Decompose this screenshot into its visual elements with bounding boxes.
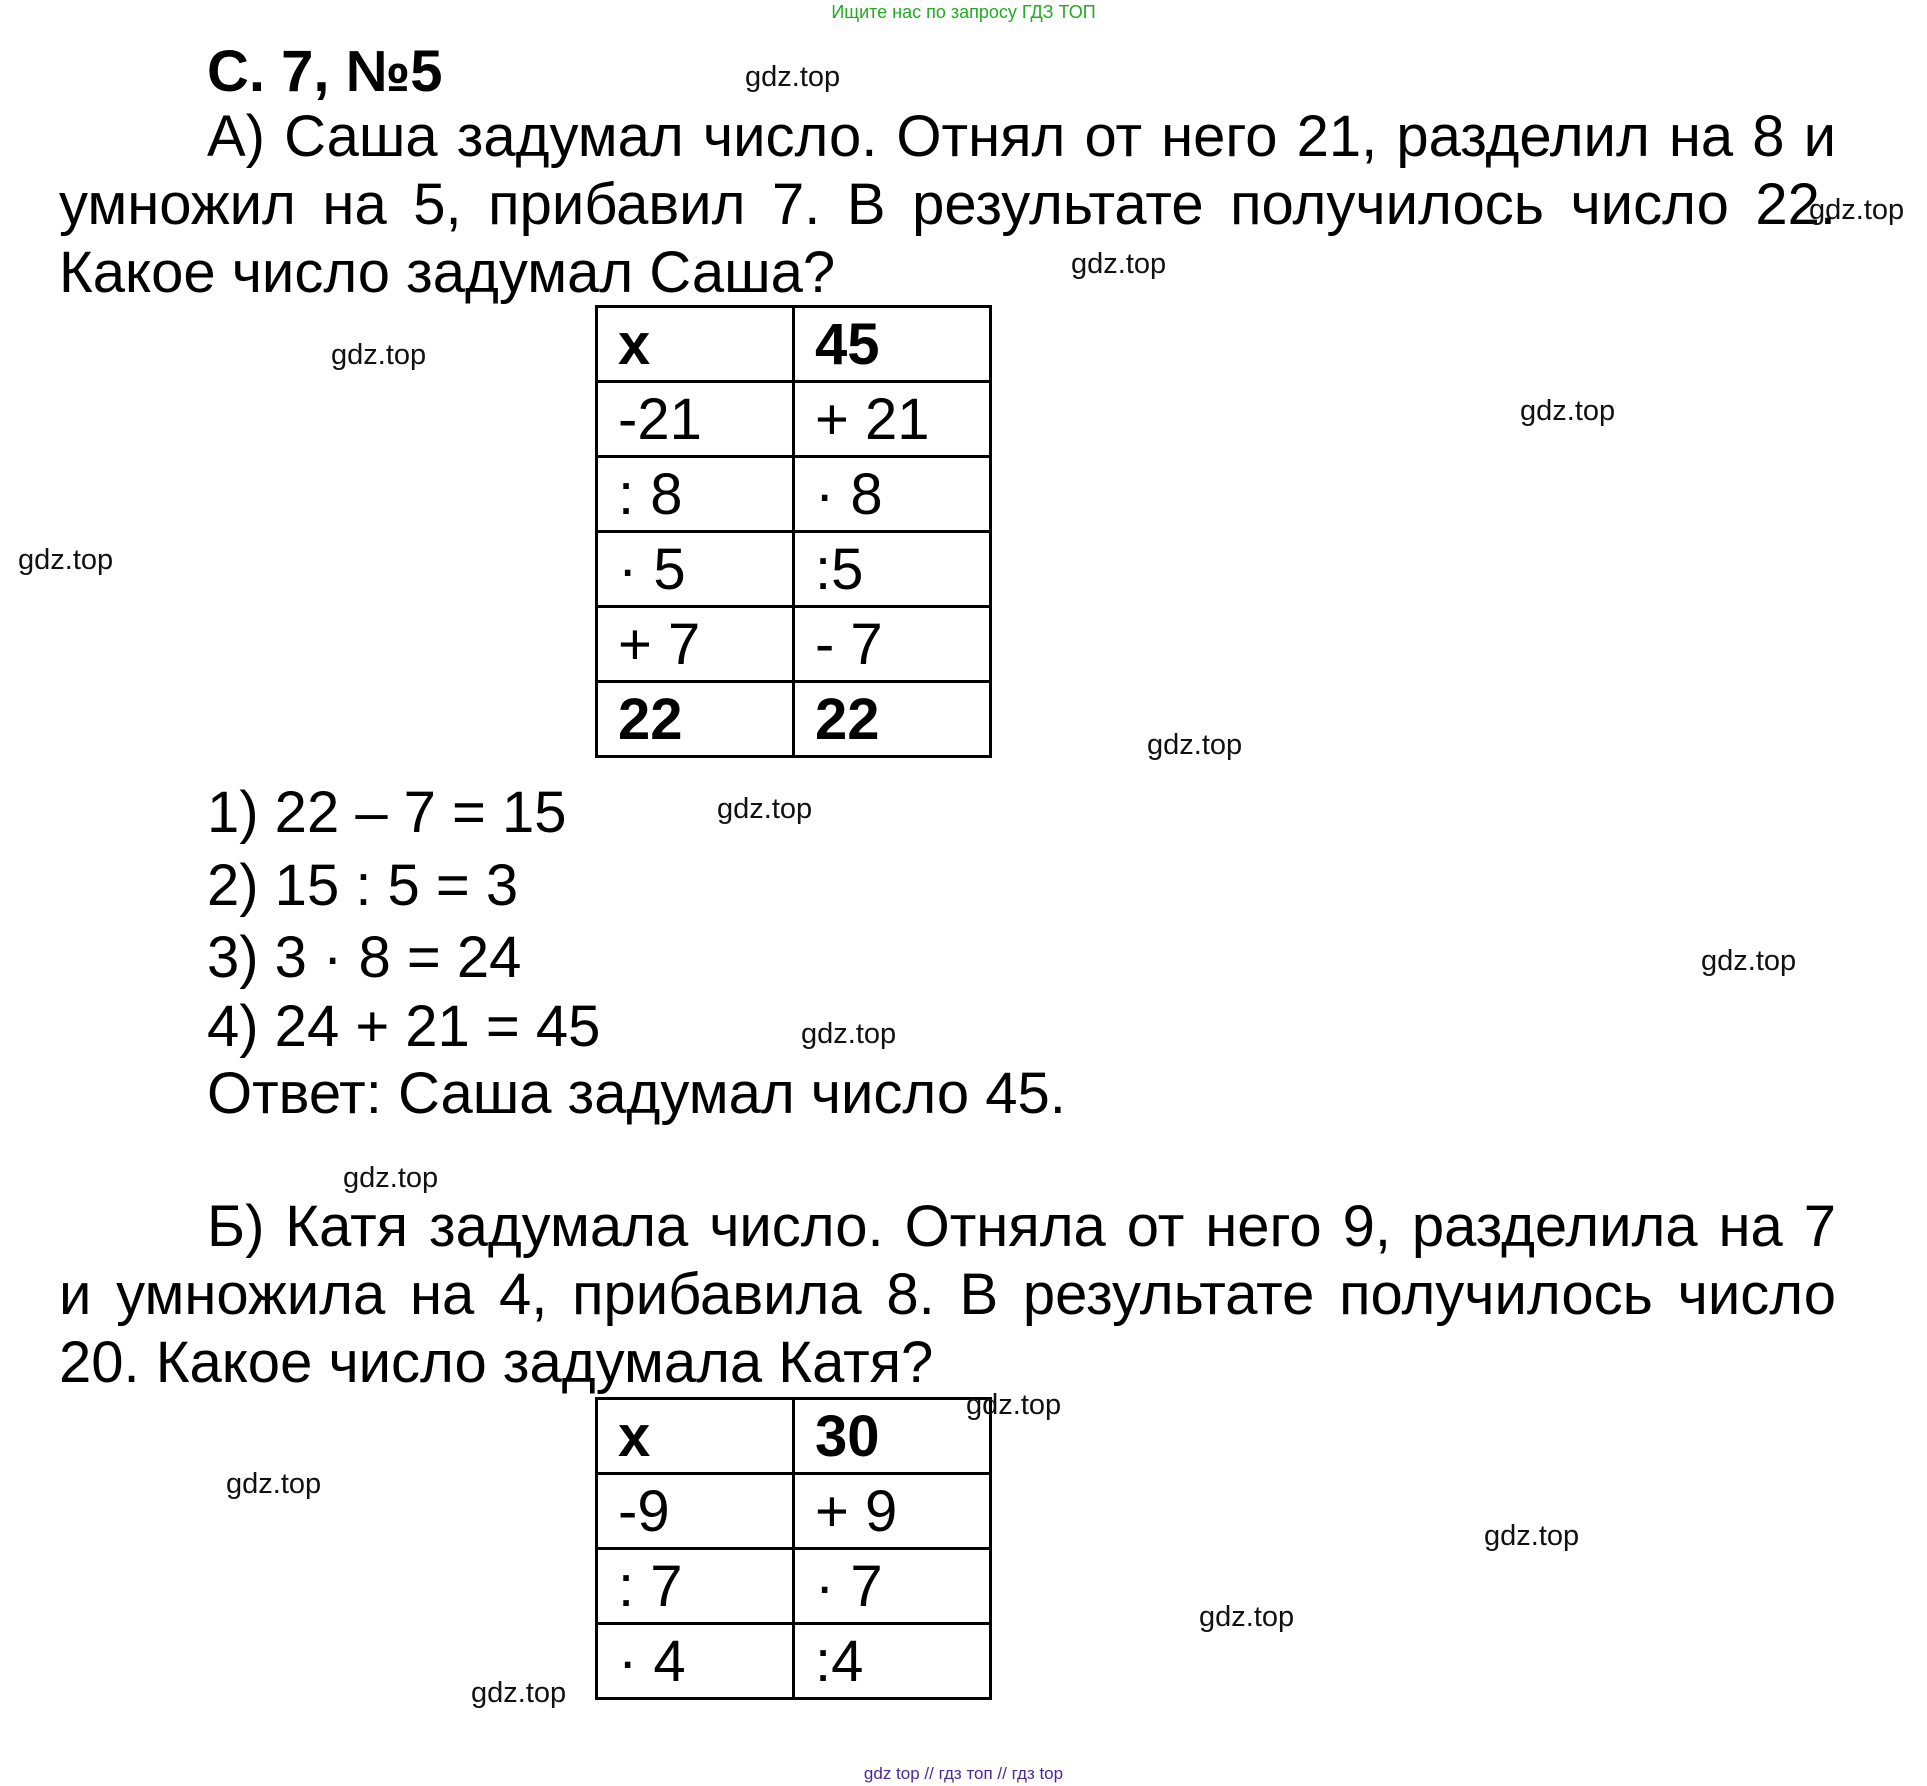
table-row <box>597 607 991 682</box>
table-cell: x <box>597 307 794 382</box>
watermark: gdz.top <box>331 339 427 371</box>
table-cell: : 7 <box>597 1549 794 1624</box>
table-cell: :4 <box>794 1624 991 1699</box>
table-row <box>597 382 991 457</box>
table-a <box>595 305 992 758</box>
table-cell: 45 <box>794 307 991 382</box>
table-b <box>595 1397 992 1700</box>
table-cell: 22 <box>794 682 991 757</box>
solution-step: 1) 22 – 7 = 15 <box>207 780 567 845</box>
answer-a: Ответ: Саша задумал число 45. <box>207 1061 1066 1126</box>
watermark: gdz.top <box>343 1162 439 1194</box>
task-a-text: А) Саша задумал число. Отнял от него 21, разделил на 8 и умножил на 5, прибавил 7. В результате получилось число 22. Какое число задумал Саша? <box>59 104 1836 305</box>
table-cell: :5 <box>794 532 991 607</box>
table-cell: + 7 <box>597 607 794 682</box>
solution-step: 2) 15 : 5 = 3 <box>207 853 519 918</box>
table-row <box>597 457 991 532</box>
table-row <box>597 307 991 382</box>
table-cell: 22 <box>597 682 794 757</box>
task-b-text: Б) Катя задумала число. Отняла от него 9, разделила на 7 и умножила на 4, прибавила 8. В результате получилось число 20. Какое число задумала Катя? <box>59 1194 1836 1395</box>
footer-links[interactable]: gdz top // гдз топ // гдз top <box>863 1764 1064 1783</box>
watermark: gdz.top <box>471 1677 567 1709</box>
table-row <box>597 1474 991 1549</box>
table-row <box>597 682 991 757</box>
table-cell: 30 <box>794 1399 991 1474</box>
watermark: gdz.top <box>717 793 813 825</box>
watermark: gdz.top <box>1701 945 1797 977</box>
watermark: gdz.top <box>226 1468 322 1500</box>
table-row <box>597 532 991 607</box>
table-cell: + 21 <box>794 382 991 457</box>
top-banner[interactable]: Ищите нас по запросу ГДЗ ТОП <box>831 2 1096 22</box>
watermark: gdz.top <box>1809 194 1905 226</box>
watermark: gdz.top <box>1199 1601 1295 1633</box>
exercise-title: С. 7, №5 <box>207 39 443 104</box>
solution-step: 3) 3 · 8 = 24 <box>207 925 522 990</box>
table-cell: · 5 <box>597 532 794 607</box>
table-cell: x <box>597 1399 794 1474</box>
watermark: gdz.top <box>18 544 114 576</box>
solution-step: 4) 24 + 21 = 45 <box>207 994 601 1059</box>
watermark: gdz.top <box>745 61 841 93</box>
watermark: gdz.top <box>1071 248 1167 280</box>
table-cell: -21 <box>597 382 794 457</box>
table-row <box>597 1624 991 1699</box>
table-cell: · 7 <box>794 1549 991 1624</box>
table-cell: · 8 <box>794 457 991 532</box>
watermark: gdz.top <box>966 1389 1062 1421</box>
table-cell: - 7 <box>794 607 991 682</box>
table-cell: : 8 <box>597 457 794 532</box>
table-row <box>597 1399 991 1474</box>
watermark: gdz.top <box>1147 729 1243 761</box>
table-cell: + 9 <box>794 1474 991 1549</box>
table-cell: · 4 <box>597 1624 794 1699</box>
table-row <box>597 1549 991 1624</box>
watermark: gdz.top <box>1484 1520 1580 1552</box>
table-cell: -9 <box>597 1474 794 1549</box>
watermark: gdz.top <box>801 1018 897 1050</box>
watermark: gdz.top <box>1520 395 1616 427</box>
